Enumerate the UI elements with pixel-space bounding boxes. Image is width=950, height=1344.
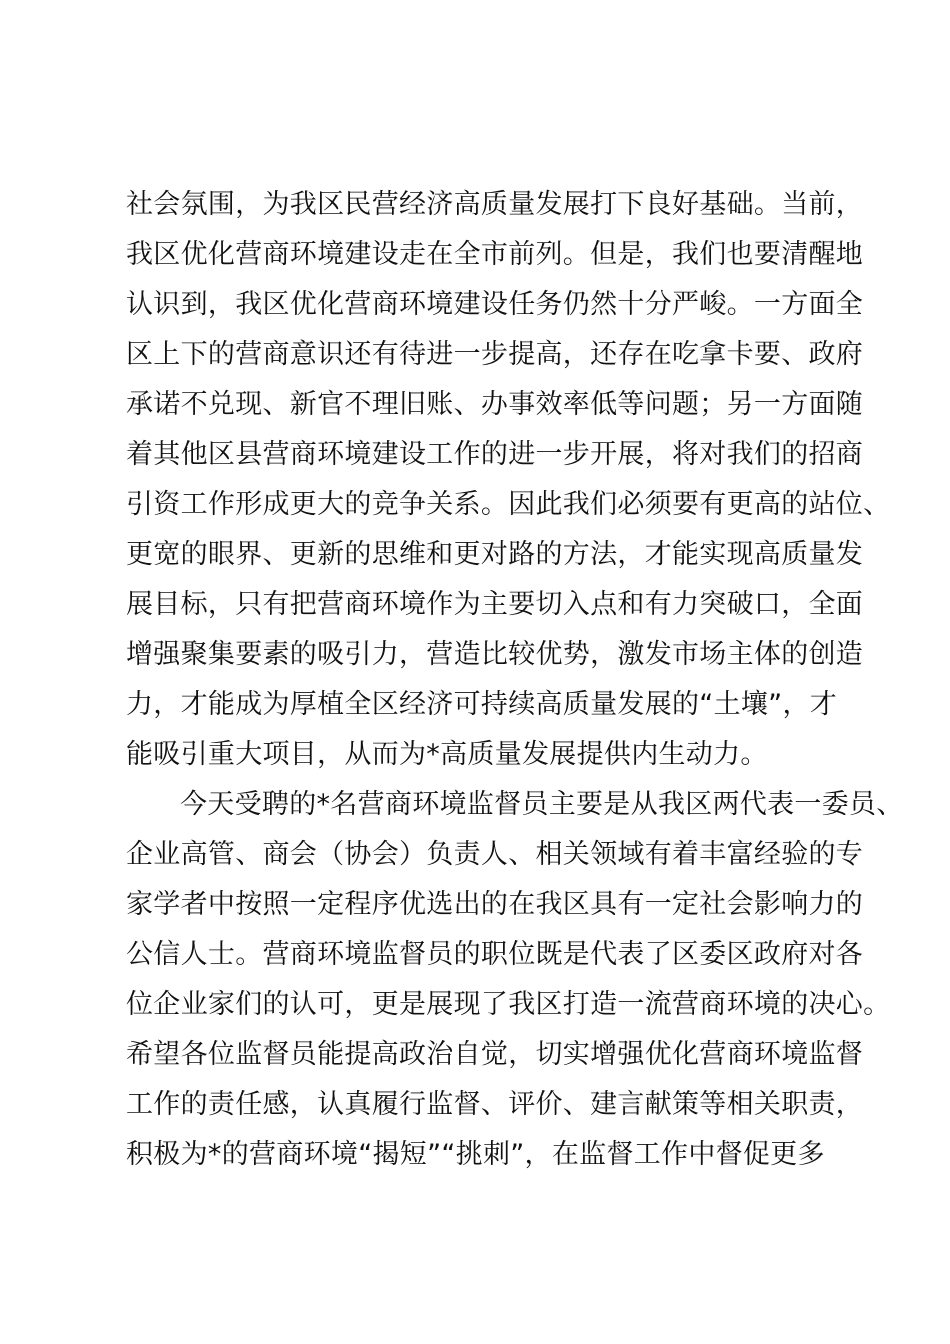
paragraph-1-line-4: 区上下的营商意识还有待进一步提高，还存在吃拿卡要、政府	[126, 339, 864, 370]
paragraph-1-line-6: 着其他区县营商环境建设工作的进一步开展，将对我们的招商	[126, 439, 864, 470]
paragraph-2-line-1: 今天受聘的*名营商环境监督员主要是从我区两代表一委员、	[180, 789, 904, 820]
paragraph-1-line-2: 我区优化营商环境建设走在全市前列。但是，我们也要清醒地	[126, 239, 864, 270]
paragraph-1-line-3: 认识到，我区优化营商环境建设任务仍然十分严峻。一方面全	[126, 289, 864, 320]
paragraph-2-line-2: 企业高管、商会（协会）负责人、相关领域有着丰富经验的专	[126, 839, 864, 870]
paragraph-2-line-3: 家学者中按照一定程序优选出的在我区具有一定社会影响力的	[126, 889, 864, 920]
paragraph-1-line-9: 展目标，只有把营商环境作为主要切入点和有力突破口，全面	[126, 589, 864, 620]
paragraph-2-line-5: 位企业家们的认可，更是展现了我区打造一流营商环境的决心。	[126, 989, 891, 1020]
paragraph-2-line-6: 希望各位监督员能提高政治自觉，切实增强优化营商环境监督	[126, 1039, 864, 1070]
paragraph-1-line-11: 力，才能成为厚植全区经济可持续高质量发展的“土壤”，才	[126, 689, 838, 720]
paragraph-2-line-4: 公信人士。营商环境监督员的职位既是代表了区委区政府对各	[126, 939, 864, 970]
paragraph-1-line-10: 增强聚集要素的吸引力，营造比较优势，激发市场主体的创造	[126, 639, 864, 670]
paragraph-1-line-1: 社会氛围，为我区民营经济高质量发展打下良好基础。当前，	[126, 189, 864, 220]
paragraph-1-line-5: 承诺不兑现、新官不理旧账、办事效率低等问题；另一方面随	[126, 389, 864, 420]
paragraph-1-line-12: 能吸引重大项目，从而为*高质量发展提供内生动力。	[126, 739, 768, 770]
body-text	[126, 180, 904, 1180]
paragraph-2-line-7: 工作的责任感，认真履行监督、评价、建言献策等相关职责，	[126, 1089, 864, 1120]
paragraph-2-line-8: 积极为*的营商环境“揭短”“挑刺”，在监督工作中督促更多	[126, 1139, 825, 1170]
paragraph-1-line-8: 更宽的眼界、更新的思维和更对路的方法，才能实现高质量发	[126, 539, 864, 570]
paragraph-1-line-7: 引资工作形成更大的竞争关系。因此我们必须要有更高的站位、	[126, 489, 891, 520]
